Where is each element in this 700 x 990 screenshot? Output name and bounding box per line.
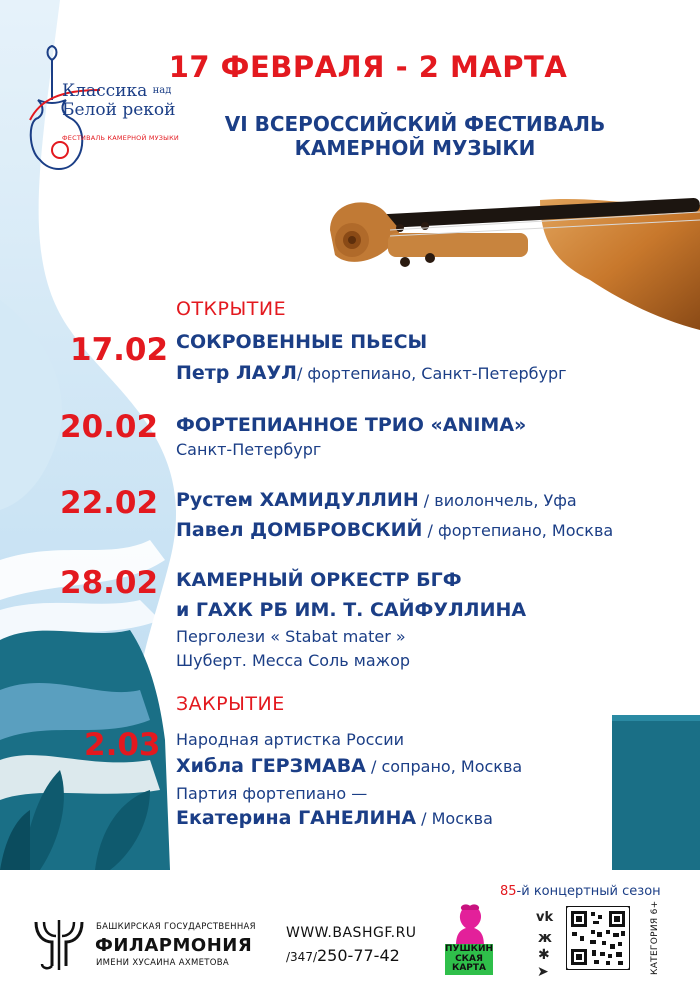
pushkin-card-badge bbox=[444, 904, 494, 974]
vk-icon[interactable]: vk bbox=[536, 910, 554, 925]
performer-note-dombrovsky: / фортепиано, Москва bbox=[422, 521, 614, 540]
violin-illustration bbox=[330, 198, 700, 330]
event-title-2: ФОРТЕПИАННОЕ ТРИО «ANIMA» bbox=[176, 414, 527, 436]
website-link[interactable]: WWW.BASHGF.RU bbox=[286, 925, 417, 941]
season-label bbox=[500, 884, 661, 899]
telegram-icon[interactable]: ➤ bbox=[537, 964, 549, 980]
event-work-4a: Перголези « Stabat mater » bbox=[176, 627, 406, 646]
performer-name-dombrovsky: Павел ДОМБРОВСКИЙ bbox=[176, 519, 423, 541]
event-work-4b: Шуберт. Месса Соль мажор bbox=[176, 651, 411, 670]
odnoklassniki-icon[interactable]: ж bbox=[538, 930, 552, 946]
phone-number bbox=[286, 946, 400, 965]
performer-note-ganelina: / Москва bbox=[416, 809, 493, 828]
performer-note-khamidullin: / виолончель, Уфа bbox=[418, 491, 577, 510]
pushkin-text bbox=[445, 944, 493, 975]
event-title-1: СОКРОВЕННЫЕ ПЬЕСЫ bbox=[176, 331, 428, 353]
event-date-2: 20.02 bbox=[60, 409, 159, 445]
performer-name-ganelina: Екатерина ГАНЕЛИНА bbox=[176, 807, 417, 829]
event-title-4a: КАМЕРНЫЙ ОРКЕСТР БГФ bbox=[176, 569, 462, 591]
phone-digits: 250-77-42 bbox=[317, 946, 400, 965]
phone-code: /347/ bbox=[286, 950, 317, 964]
performer-name-gerzmava: Хибла ГЕРЗМАВА bbox=[176, 755, 366, 777]
pushkin-line2: СКАЯ bbox=[455, 953, 483, 964]
performer-name-laul: Петр ЛАУЛ bbox=[176, 362, 297, 384]
pushkin-line1: ПУШКИН bbox=[445, 944, 494, 954]
philharmonic-logo-icon bbox=[30, 916, 88, 972]
performer-note-laul: / фортепиано, Санкт-Петербург bbox=[296, 364, 567, 383]
season-number: 85 bbox=[500, 884, 517, 899]
dzen-icon[interactable]: ✱ bbox=[538, 947, 550, 963]
opening-tag: ОТКРЫТИЕ bbox=[176, 298, 287, 320]
event-note-2: Санкт-Петербург bbox=[176, 440, 322, 459]
logo-line1-small: над bbox=[152, 85, 172, 96]
event-line-5a: Народная артистка России bbox=[176, 730, 404, 749]
event-date-5: 2.03 bbox=[84, 727, 161, 763]
pushkin-line3: КАРТА bbox=[451, 963, 487, 973]
org-name-1: БАШКИРСКАЯ ГОСУДАРСТВЕННАЯ bbox=[96, 922, 256, 932]
event-line-5c: Партия фортепиано — bbox=[176, 784, 368, 803]
event-title-4b: и ГАХК РБ ИМ. Т. САЙФУЛЛИНА bbox=[176, 599, 527, 621]
season-text: -й концертный сезон bbox=[516, 884, 661, 899]
org-name-2: ФИЛАРМОНИЯ bbox=[95, 935, 253, 956]
logo-line1: Классика bbox=[62, 81, 148, 101]
event-performer-5b bbox=[176, 807, 493, 829]
org-name-3: ИМЕНИ ХУСАИНА АХМЕТОВА bbox=[96, 958, 230, 968]
event-date-4: 28.02 bbox=[60, 565, 159, 601]
logo-tagline: ФЕСТИВАЛЬ КАМЕРНОЙ МУЗЫКИ bbox=[62, 134, 179, 142]
festival-title-line1: VI ВСЕРОССИЙСКИЙ ФЕСТИВАЛЬ bbox=[224, 112, 606, 136]
festival-title-line2: КАМЕРНОЙ МУЗЫКИ bbox=[294, 136, 536, 160]
event-performer-3b bbox=[176, 519, 613, 541]
event-date-3: 22.02 bbox=[60, 485, 159, 521]
event-performer-5a bbox=[176, 755, 522, 777]
festival-dates: 17 ФЕВРАЛЯ - 2 МАРТА bbox=[168, 50, 568, 84]
pushkin-portrait-icon bbox=[444, 904, 494, 946]
event-performer-3a bbox=[176, 489, 577, 511]
event-performer-1 bbox=[176, 362, 567, 384]
event-date-1: 17.02 bbox=[70, 332, 169, 368]
performer-note-gerzmava: / сопрано, Москва bbox=[365, 757, 523, 776]
performer-name-khamidullin: Рустем ХАМИДУЛЛИН bbox=[176, 489, 419, 511]
qr-code[interactable] bbox=[566, 906, 630, 970]
age-category: КАТЕГОРИЯ 6+ bbox=[650, 900, 660, 975]
closing-tag: ЗАКРЫТИЕ bbox=[176, 693, 285, 715]
logo-line2: Белой рекой bbox=[62, 100, 176, 120]
